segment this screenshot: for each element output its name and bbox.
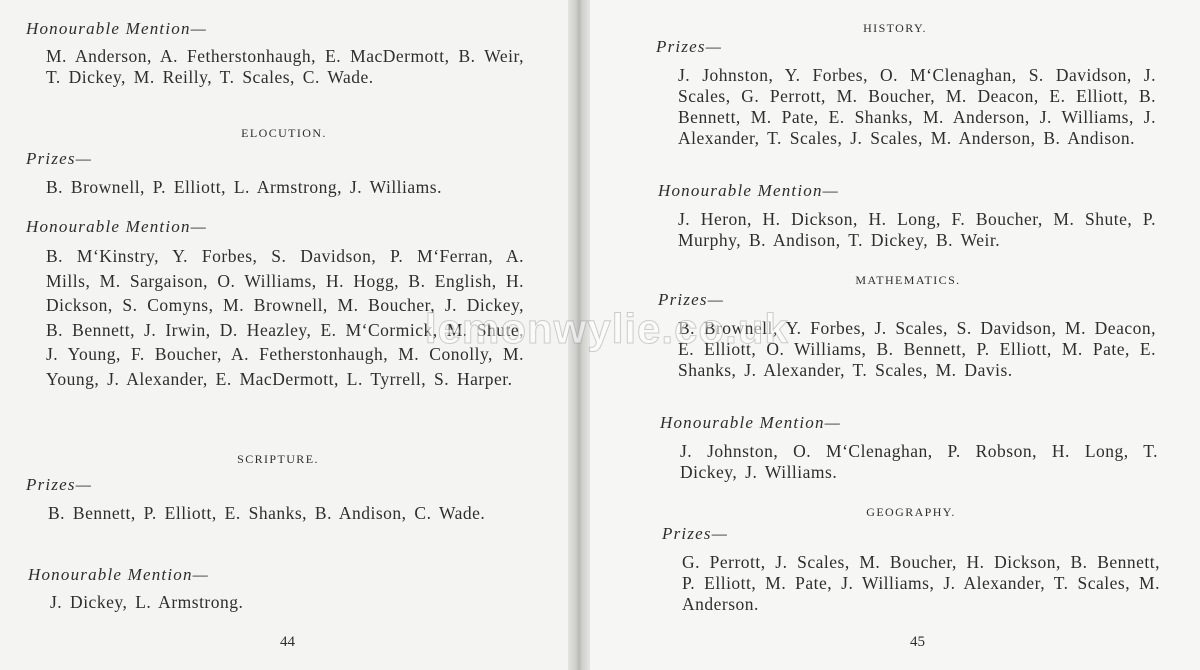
honourable-mention-label: Honourable Mention— xyxy=(26,19,207,38)
watermark-text: lemonwylie.co.uk xyxy=(425,305,789,352)
geography-heading: GEOGRAPHY. xyxy=(866,505,956,519)
mathematics-prizes-label: Prizes— xyxy=(658,290,725,309)
left-page xyxy=(0,0,568,670)
book-gutter xyxy=(568,0,590,670)
history-hm-names: J. Heron, H. Dickson, H. Long, F. Boucher, M. Shute, P. Murphy, B. Andison, T. Dickey, B. Weir. xyxy=(678,209,1156,250)
elocution-hm-label: Honourable Mention— xyxy=(26,217,207,236)
scripture-prizes-names: B. Bennett, P. Elliott, E. Shanks, B. Andison, C. Wade. xyxy=(48,503,486,523)
elocution-heading: ELOCUTION. xyxy=(241,126,327,140)
scripture-hm-names: J. Dickey, L. Armstrong. xyxy=(50,592,244,612)
honourable-mention-names: M. Anderson, A. Fetherstonhaugh, E. MacDermott, B. Weir, T. Dickey, M. Reilly, T. Scales, C. Wade. xyxy=(46,46,524,87)
right-page xyxy=(590,0,1200,670)
geography-prizes-label: Prizes— xyxy=(662,524,729,543)
mathematics-heading: MATHEMATICS. xyxy=(855,273,961,287)
page-number-left: 44 xyxy=(280,634,295,650)
history-heading: HISTORY. xyxy=(863,21,927,35)
mathematics-hm-label: Honourable Mention— xyxy=(660,413,841,432)
elocution-prizes-names: B. Brownell, P. Elliott, L. Armstrong, J. Williams. xyxy=(46,177,442,197)
scripture-prizes-label: Prizes— xyxy=(26,475,93,494)
geography-prizes-names: G. Perrott, J. Scales, M. Boucher, H. Dickson, B. Bennett, P. Elliott, M. Pate, J. Williams, J. Alexander, T. Scales, M. Anderson. xyxy=(682,552,1160,614)
mathematics-prizes-names: B. Brownell, Y. Forbes, J. Scales, S. Davidson, M. Deacon, E. Elliott, O. Williams, B. Bennett, P. Elliott, M. Pate, E. Shanks, J. Alexander, T. Scales, M. Davis. xyxy=(678,318,1156,380)
mathematics-hm-names: J. Johnston, O. M‘Clenaghan, P. Robson, H. Long, T. Dickey, J. Williams. xyxy=(680,441,1158,482)
scripture-hm-label: Honourable Mention— xyxy=(28,565,209,584)
history-hm-label: Honourable Mention— xyxy=(658,181,839,200)
scripture-heading: SCRIPTURE. xyxy=(237,452,319,466)
history-prizes-label: Prizes— xyxy=(656,37,723,56)
elocution-prizes-label: Prizes— xyxy=(26,149,93,168)
page-number-right: 45 xyxy=(910,634,925,650)
elocution-hm-names: B. M‘Kinstry, Y. Forbes, S. Davidson, P. M‘Ferran, A. Mills, M. Sargaison, O. Williams, H. Hogg, B. English, H. Dickson, S. Comyns, M. Brownell, M. Boucher, J. Dickey, B. Bennett, J. Irwin, D. Heazley, E. M‘Cormick, M. Shute, J. Young, F. Boucher, A. Fetherstonhaugh, M. Conolly, M. Young, J. Alexander, E. MacDermott, L. Tyrrell, S. Harper. xyxy=(46,246,524,389)
history-prizes-names: J. Johnston, Y. Forbes, O. M‘Clenaghan, S. Davidson, J. Scales, G. Perrott, M. Boucher, M. Deacon, E. Elliott, B. Bennett, M. Pate, E. Shanks, M. Anderson, J. Williams, J. Alexander, T. Scales, J. Scales, M. Anderson, B. Andison. xyxy=(678,65,1156,148)
